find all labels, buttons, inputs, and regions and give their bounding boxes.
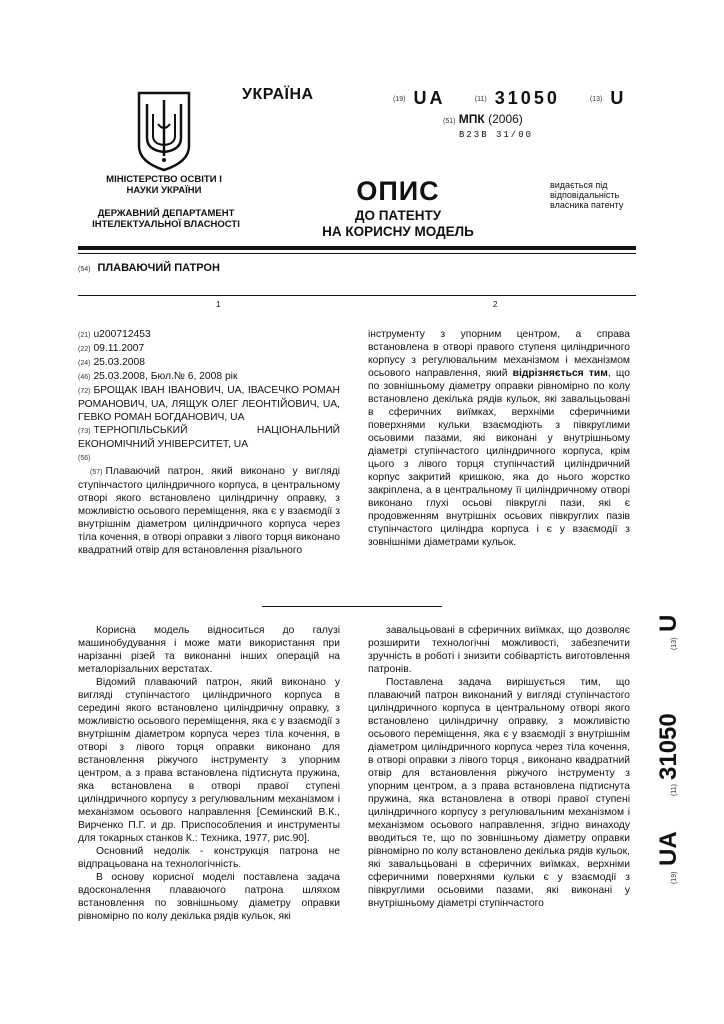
country-name: УКРАЇНА — [242, 86, 314, 103]
mpk-classification — [443, 112, 523, 126]
doc-country: UA — [413, 88, 445, 108]
vertical-code-19: (19) — [671, 871, 678, 884]
section-separator — [262, 606, 442, 607]
issued-note: видається під відповідальність власника патенту — [550, 180, 624, 210]
abstract-part-1: інструменту з упорним центром, а справа встановлена в отворі правого ступеня циліндричного корпусу з регулювальним механізмом і механізмом осьового направлення, який — [368, 329, 630, 379]
abstract-left: (57) Плаваючий патрон, який виконано у вигляді ступінчастого циліндричного корпуса, в центральному отворі якого встановлено циліндричну оправку, з можливістю осьового переміщення, яка є у взаємодії з внутрішнім діаметром циліндричного корпуса через тіла кочення, в отворі оправки з лівого торця виконано квадратний отвір для встановлення різального — [78, 466, 340, 556]
field-56: (56) — [78, 455, 91, 462]
doc-kind: U — [610, 88, 627, 108]
bulletin: 25.03.2008, Бюл.№ 6, 2008 рік — [93, 371, 238, 382]
code-19: (19) — [393, 95, 406, 103]
field-22: (22) 09.11.2007 — [78, 343, 145, 354]
abstract-right — [368, 328, 630, 549]
mpk-year: (2006) — [488, 112, 523, 126]
mpk-label: МПК — [458, 112, 485, 126]
description-right — [368, 624, 630, 910]
doc-number: 31050 — [494, 88, 560, 108]
paragraph: В основу корисної моделі поставлена задача вдосконалення плаваючого патрона шляхом встановлення по зовнішньому діаметру оправки рівномірно по колу декілька рядів кульок, які — [78, 872, 340, 922]
inventors: БРОЩАК ІВАН ІВАНОВИЧ, UA, ІВАСЕЧКО РОМАН РОМАНОВИЧ, UA, ЛЯЩУК ОЛЕГ ЛЕОНТІЙОВИЧ, UA, ГЕВКО РОМАН БОГДАНОВИЧ, UA — [78, 385, 340, 423]
vertical-document-id — [640, 588, 688, 888]
owner: ТЕРНОПІЛЬСЬКИЙ НАЦІОНАЛЬНИЙ ЕКОНОМІЧНИЙ УНІВЕРСИТЕТ, UA — [78, 425, 340, 450]
vertical-code-11: (11) — [671, 784, 678, 796]
vertical-number: 31050 — [655, 713, 682, 780]
vertical-kind: U — [655, 614, 682, 632]
vertical-code-13: (13) — [671, 637, 678, 650]
code-51: (51) — [443, 118, 456, 125]
vertical-country: UA — [655, 831, 682, 866]
department-name: ДЕРЖАВНИЙ ДЕПАРТАМЕНТ ІНТЕЛЕКТУАЛЬНОЇ ВЛАСНОСТІ — [92, 208, 240, 230]
publication-date: 25.03.2008 — [93, 357, 145, 368]
divider-thick — [78, 246, 636, 250]
document-title: ОПИС — [356, 176, 440, 206]
paragraph: завальцьовані в сферичних виїмках, що дозволяє розширити технологічні можливості, забезпечити зручність в роботі і знизити собівартість виготовлення патронів. — [368, 625, 630, 675]
column-number-1: 1 — [216, 300, 221, 309]
filing-date: 09.11.2007 — [93, 343, 145, 354]
ipc-code: B23B 31/00 — [459, 130, 534, 140]
field-73: (73) ТЕРНОПІЛЬСЬКИЙ НАЦІОНАЛЬНИЙ ЕКОНОМІЧНИЙ УНІВЕРСИТЕТ, UA — [78, 425, 340, 450]
column-number-2: 2 — [493, 300, 498, 309]
paragraph: Основний недолік - конструкція патрона не відпрацьована на технологічність. — [78, 846, 340, 870]
subtitle-line-2: НА КОРИСНУ МОДЕЛЬ — [322, 224, 474, 239]
subtitle-line-1: ДО ПАТЕНТУ — [354, 208, 442, 223]
description-left — [78, 624, 340, 923]
field-46: (46) 25.03.2008, Бюл.№ 6, 2008 рік — [78, 371, 238, 382]
abstract-part-2: , що по зовнішньому діаметру оправки рівномірно по колу встановлено декілька рядів кульок, які завальцьовані в сферичних виїмках, верхніми сферичними поверхнями кульки взаємодіють з півкруглими осьовими пазами, які виконані у внутрішньому діаметрі ступінчастого циліндричного корпуса, крім цього з лівого торця ступінчастий циліндричний корпус закритий кришкою, яка до нього жорстко закріплена, а в центральному її циліндричному отворі виконано глухі осьові півкруглі пази, які є продовженням внутрішніх осьових півкруглих пазів ступінчастого циліндра корпуса і є у взаємодії з зовнішніми діаметрами кульок. — [368, 368, 630, 548]
field-21: (21) u200712453 — [78, 329, 151, 340]
abstract-emphasis: відрізняється тим — [512, 368, 608, 379]
coat-of-arms-icon — [136, 90, 192, 172]
code-11: (11) — [474, 95, 487, 103]
divider-columns — [78, 295, 636, 296]
application-number: u200712453 — [93, 329, 151, 340]
invention-title — [78, 262, 220, 274]
invention-title-text: ПЛАВАЮЧИЙ ПАТРОН — [97, 262, 220, 274]
document-subtitle — [300, 208, 496, 240]
field-72: (72) БРОЩАК ІВАН ІВАНОВИЧ, UA, ІВАСЕЧКО РОМАН РОМАНОВИЧ, UA, ЛЯЩУК ОЛЕГ ЛЕОНТІЙОВИЧ, UA, ГЕВКО РОМАН БОГДАНОВИЧ, UA — [78, 385, 340, 423]
code-13: (13) — [589, 95, 603, 103]
paragraph: Корисна модель відноситься до галузі машинобудування і може мати використання при нарізанні різей та виконанні інших операцій на металорізальних верстатах. — [78, 625, 340, 675]
paragraph: Відомий плаваючий патрон, який виконано у вигляді ступінчастого циліндричного корпуса в середині якого встановлено циліндричну оправку, з можливістю осьового переміщення, яка є у взаємодії з внутрішнім діаметром корпуса через тіла кочення, в отворі з лівого торця оправки виконано для встановлення ріжучого інструменту з упорним центром, а з права встановлена підтиснута пружина, яка встановлена в отворі правої ступені циліндричного корпусу з регулювальним механізмом і механізмом осьового направлення [Семинский В.К., Вирченко П.Г. и др. Приспособления и инструменты для токарных станков К.: Техника, 1977, рис.90]. — [78, 677, 340, 844]
abstract-text-left: Плаваючий патрон, який виконано у вигляді ступінчастого циліндричного корпуса, в центральному отворі якого встановлено циліндричну оправку, з можливістю осьового переміщення, яка є у взаємодії з внутрішнім діаметром циліндричного корпуса через тіла кочення, в отворі оправки з лівого торця виконано квадратний отвір для встановлення різального — [78, 466, 340, 556]
code-54: (54) — [78, 266, 91, 273]
field-24: (24) 25.03.2008 — [78, 357, 145, 368]
ministry-name: МІНІСТЕРСТВО ОСВІТИ І НАУКИ УКРАЇНИ — [106, 174, 222, 196]
paragraph: Поставлена задача вирішується тим, що плаваючий патрон виконаний у вигляді ступінчастого циліндричного корпуса в центральному отворі якого встановлено циліндричну оправку, з можливістю осьового переміщення, яка є у взаємодії з внутрішнім діаметром циліндричного корпуса через тіла кочення, в отворі оправки з лівого торця , виконано квадратний отвір для встановлення ріжучого інструменту з упорним центром, а з права встановлена підтиснута пружина, яка встановлена в отворі правої ступені циліндричного корпусу з регулювальним механізмом і механізмом осьового направлення, згідно винаходу вводиться те, що по зовнішньому діаметру оправки рівномірно по колу встановлено декілька рядів кульок, які завальцьовані в сферичних виїмках, верхніми сферичними поверхнями кульки є у взаємодії з півкруглими осьовими пазами, які виконані у внутрішньому діаметрі ступінчастого — [368, 677, 630, 909]
bibliographic-data — [78, 328, 340, 557]
document-number — [393, 88, 626, 109]
divider-thin — [78, 253, 636, 254]
